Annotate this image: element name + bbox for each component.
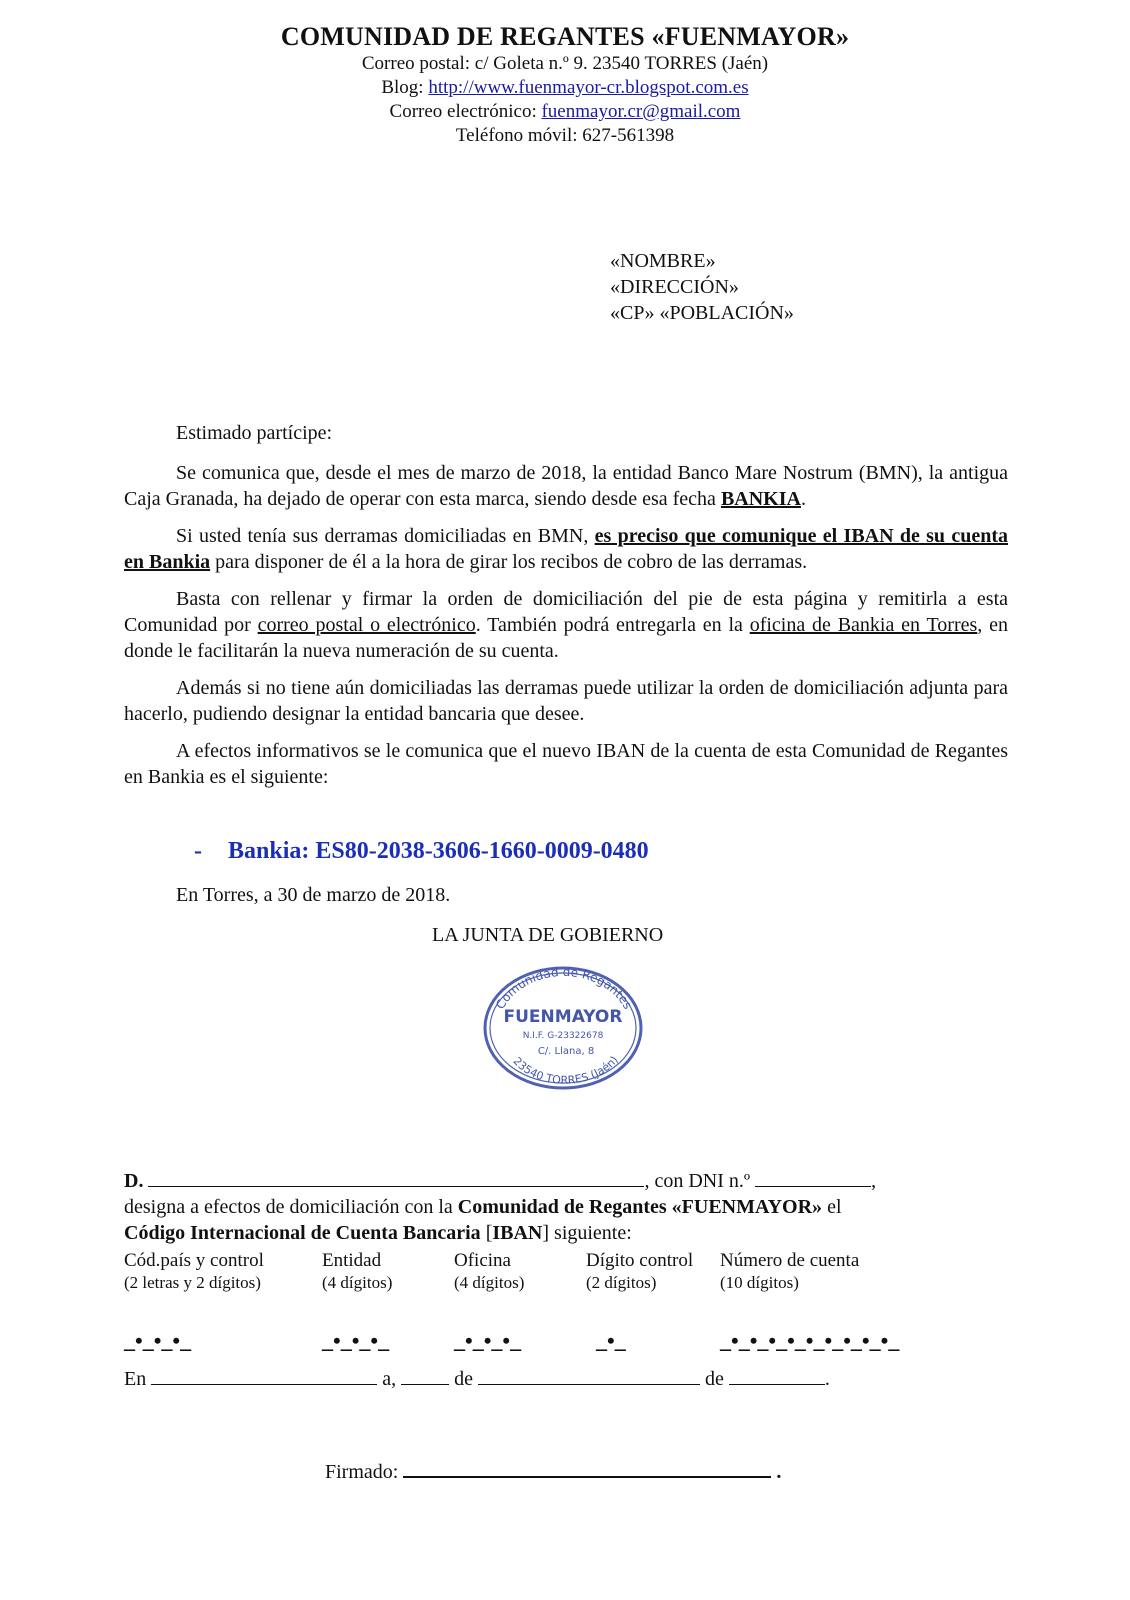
dni-field[interactable]: [755, 1168, 871, 1187]
paragraph-3: Basta con rellenar y firmar la orden de domiciliación del pie de esta página y remitirla a esta Comunidad por correo postal o electrónico. También podrá entregarla en la oficina de Bankia en Torres, en donde le facilitarán la nueva numeración de su cuenta.: [124, 588, 1008, 662]
email-label: Correo electrónico:: [389, 101, 542, 122]
iban-highlight: - Bankia: ES80-2038-3606-1660-0009-0480: [194, 838, 649, 864]
recipient-street: «DIRECCIÓN»: [610, 276, 739, 298]
stamp-name: FUENMAYOR: [503, 1007, 623, 1027]
paragraph-1: Se comunica que, desde el mes de marzo de 2018, la entidad Banco Mare Nostrum (BMN), la antigua Caja Granada, ha dejado de operar con esta marca, siendo desde esa fecha BANKIA.: [124, 462, 1008, 510]
paragraph-4: Además si no tiene aún domiciliadas las derramas puede utilizar la orden de domiciliación adjunta para hacerlo, pudiendo designar la entidad bancaria que desee.: [124, 677, 1008, 725]
signature-field[interactable]: [403, 1458, 771, 1478]
phone-line: Teléfono móvil: 627-561398: [455, 125, 675, 146]
col-entity: Entidad (4 dígitos): [322, 1250, 393, 1292]
iban-code-text: Código Internacional de Cuenta Bancaria [IBAN] siguiente:: [124, 1222, 632, 1244]
stamp-top-text: Comunidad de Regantes: [493, 964, 636, 1012]
blog-link[interactable]: http://www.fuenmayor-cr.blogspot.com.es: [428, 77, 749, 98]
paragraph-5: A efectos informativos se le comunica que el nuevo IBAN de la cuenta de esta Comunidad de Regantes en Bankia es el siguiente:: [124, 740, 1008, 788]
col-account: Número de cuenta (10 dígitos): [720, 1250, 860, 1292]
col-control: Dígito control (2 dígitos): [586, 1250, 694, 1292]
place-field[interactable]: [151, 1366, 377, 1385]
email-link[interactable]: fuenmayor.cr@gmail.com: [541, 101, 741, 122]
day-field[interactable]: [401, 1366, 449, 1385]
signoff: LA JUNTA DE GOBIERNO: [432, 924, 664, 946]
email-line: [0, 100, 1130, 124]
signature-line: Firmado: .: [325, 1458, 781, 1484]
iban-value: Bankia: ES80-2038-3606-1660-0009-0480: [228, 838, 649, 864]
iban-request-bold: es preciso que comunique el IBAN de su cuenta en Bankia: [124, 525, 1008, 573]
letter-body: [124, 420, 1008, 801]
place-date-line: En a, de de .: [124, 1368, 830, 1390]
recipient-city: «CP» «POBLACIÓN»: [610, 302, 794, 324]
office-digit-boxes[interactable]: _•_•_•_: [454, 1328, 522, 1353]
year-field[interactable]: [729, 1366, 825, 1385]
month-field[interactable]: [478, 1366, 700, 1385]
col-country: Cód.país y control (2 letras y 2 dígitos): [124, 1250, 264, 1292]
paragraph-2: Si usted tenía sus derramas domiciliadas en BMN, es preciso que comunique el IBAN de su cuenta en Bankia para disponer de él a la hora de girar los recibos de cobro de las derramas.: [124, 525, 1008, 573]
letter-date: En Torres, a 30 de marzo de 2018.: [176, 884, 451, 906]
holder-line: D. , con DNI n.º ,: [124, 1170, 877, 1192]
organization-title: COMUNIDAD DE REGANTES «FUENMAYOR»: [280, 22, 850, 51]
stamp-nif: N.I.F. G-23322678: [522, 1031, 604, 1041]
designation-text: designa a efectos de domiciliación con la Comunidad de Regantes «FUENMAYOR» el: [124, 1196, 842, 1218]
blog-line: [0, 76, 1130, 100]
col-office: Oficina (4 dígitos): [454, 1250, 525, 1292]
country-digit-boxes[interactable]: _•_•_•_: [124, 1328, 192, 1353]
stamp-street: C/. Llana, 8: [537, 1046, 595, 1057]
entity-digit-boxes[interactable]: _•_•_•_: [322, 1328, 390, 1353]
stamp-bottom-text: 23540 TORRES (Jaén): [510, 1053, 621, 1087]
recipient-address: [610, 248, 794, 326]
letterhead: [0, 22, 1130, 148]
direct-debit-form: [124, 1168, 1008, 1246]
recipient-name: «NOMBRE»: [610, 250, 716, 272]
bankia-bold: BANKIA: [720, 488, 801, 510]
postal-address: Correo postal: c/ Goleta n.º 9. 23540 TORRES (Jaén): [361, 53, 769, 74]
greeting: Estimado partícipe:: [176, 422, 333, 444]
blog-label: Blog:: [381, 77, 429, 98]
control-digit-boxes[interactable]: _•_: [596, 1328, 626, 1353]
organization-stamp: [478, 962, 648, 1092]
holder-name-field[interactable]: [148, 1168, 644, 1187]
account-digit-boxes[interactable]: _•_•_•_•_•_•_•_•_•_: [720, 1328, 900, 1353]
svg-text:Comunidad de Regantes: [493, 965, 635, 1012]
